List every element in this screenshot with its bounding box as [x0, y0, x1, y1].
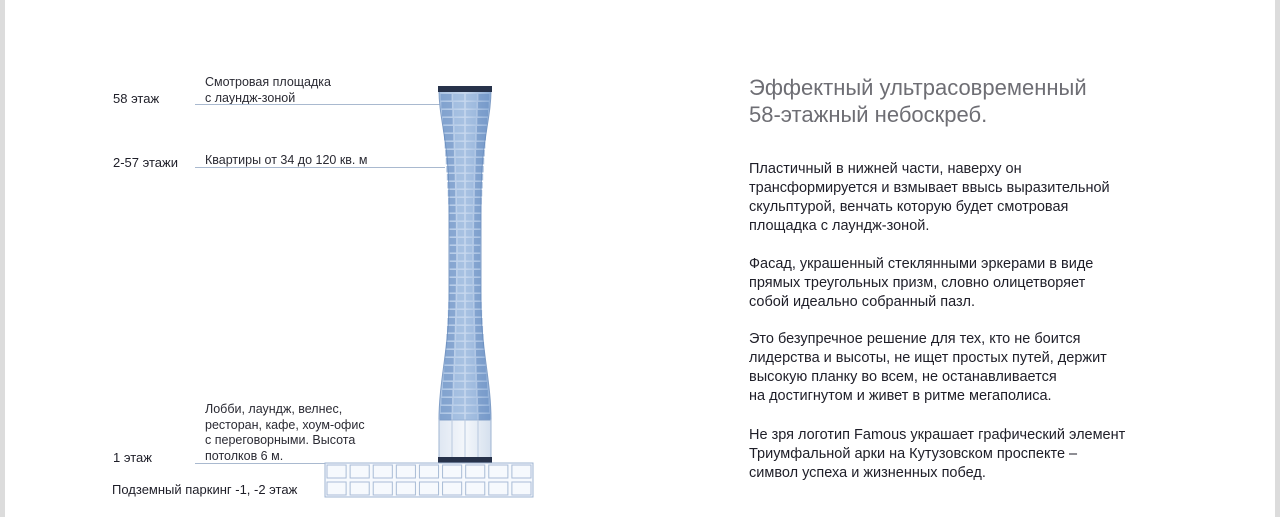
- tower-window: [466, 390, 476, 396]
- paragraph-line: на достигнутом и живет в ритме мегаполиса.: [749, 388, 1052, 404]
- tower-window: [466, 366, 475, 372]
- tower-window: [454, 398, 465, 404]
- tower-window: [456, 334, 464, 340]
- tower-window: [466, 142, 475, 148]
- tower-window: [466, 222, 473, 228]
- paragraph-line: площадка с лаундж-зоной.: [749, 218, 930, 234]
- tower-window: [445, 142, 454, 148]
- headline-line: 58-этажный небоскреб.: [749, 102, 988, 127]
- tower-window: [475, 326, 483, 332]
- tower-window: [446, 342, 454, 348]
- tower-window: [466, 150, 475, 156]
- tower-window: [449, 278, 456, 284]
- floor-label-parking: Подземный паркинг -1, -2 этаж: [112, 482, 298, 497]
- tower-window: [477, 134, 486, 140]
- tower-window: [478, 94, 489, 100]
- tower-window: [441, 94, 452, 100]
- tower-window: [478, 390, 488, 396]
- parking-outline: [325, 463, 533, 497]
- tower-window: [466, 214, 473, 220]
- tower-window: [448, 310, 455, 316]
- tower-window: [455, 142, 464, 148]
- tower-window: [457, 302, 464, 308]
- tower-window: [446, 166, 454, 172]
- tower-window: [454, 110, 464, 116]
- tower-window: [457, 190, 464, 196]
- desc-line: с переговорными. Высота: [205, 433, 356, 447]
- tower-window: [457, 318, 465, 324]
- tower-window: [466, 126, 476, 132]
- tower-window: [453, 406, 464, 412]
- tower-window: [466, 94, 477, 100]
- tower-window: [466, 414, 477, 420]
- tower-window: [466, 318, 474, 324]
- tower-window: [457, 286, 464, 292]
- tower-window: [440, 414, 451, 420]
- tower-window: [466, 302, 473, 308]
- tower-window: [466, 382, 476, 388]
- desc-line: Смотровая площадка: [205, 75, 332, 89]
- tower-window: [466, 110, 476, 116]
- tower-window: [445, 350, 454, 356]
- tower-window: [466, 254, 472, 260]
- tower-window: [474, 270, 481, 276]
- tower-window: [466, 406, 477, 412]
- paragraph-line: собой идеально собранный пазл.: [749, 294, 975, 310]
- tower-window: [449, 294, 456, 300]
- tower-window: [444, 374, 454, 380]
- paragraph-line: скульптурой, венчать которую будет смотровая: [749, 199, 1069, 215]
- tower-window: [478, 398, 489, 404]
- paragraph-1: [749, 160, 1110, 236]
- tower-window: [477, 366, 486, 372]
- tower-window: [478, 406, 489, 412]
- tower-window: [474, 214, 481, 220]
- tower-window: [466, 358, 475, 364]
- floor-label-2-57: 2-57 этажи: [113, 155, 178, 170]
- paragraph-line: Пластичный в нижней части, наверху он: [749, 161, 1022, 177]
- tower-window: [454, 118, 464, 124]
- tower-window: [466, 102, 477, 108]
- tower-window: [466, 286, 473, 292]
- tower-window: [466, 118, 476, 124]
- tower-window: [449, 230, 456, 236]
- tower-window: [466, 134, 475, 140]
- tower-window: [441, 398, 452, 404]
- tower-window: [474, 294, 481, 300]
- tower-window: [457, 310, 464, 316]
- tower-window: [476, 150, 485, 156]
- paragraph-line: Не зря логотип Famous украшает графический элемент: [749, 427, 1126, 443]
- tower-window: [453, 414, 464, 420]
- tower-window: [475, 334, 483, 340]
- desc-line: ресторан, кафе, хоум-офис: [205, 417, 365, 432]
- tower-window: [466, 230, 473, 236]
- tower-window: [457, 222, 464, 228]
- tower-window: [476, 142, 485, 148]
- tower-window: [458, 254, 464, 260]
- tower-window: [466, 238, 472, 244]
- tower-window: [458, 238, 464, 244]
- tower-crown: [438, 86, 492, 92]
- tower-window: [475, 302, 482, 308]
- tower-window: [474, 254, 480, 260]
- tower-window: [456, 150, 465, 156]
- tower-window: [474, 206, 481, 212]
- tower-window: [448, 302, 455, 308]
- tower-window: [476, 350, 485, 356]
- tower-window: [456, 158, 464, 164]
- tower-window: [455, 134, 464, 140]
- tower-window: [474, 246, 480, 252]
- tower-window: [458, 270, 465, 276]
- headline-line: Эффектный ультрасовременный: [749, 75, 1087, 100]
- paragraph-3: [749, 330, 1107, 406]
- headline: [749, 74, 1087, 128]
- paragraph-line: трансформируется и взмывает ввысь выразительной: [749, 180, 1110, 196]
- desc-line: с лаундж-зоной: [205, 90, 296, 105]
- paragraph-line: лидерства и высоты, не ищет простых путей, держит: [749, 350, 1107, 366]
- tower-window: [449, 222, 456, 228]
- paragraph-line: Триумфальной арки на Кутузовском проспекте –: [749, 446, 1078, 462]
- tower-window: [445, 358, 454, 364]
- tower-window: [457, 206, 464, 212]
- tower-window: [444, 366, 453, 372]
- tower-window: [466, 174, 474, 180]
- tower-window: [477, 118, 487, 124]
- tower-window: [441, 406, 452, 412]
- tower-window: [477, 382, 487, 388]
- paragraph-2: [749, 255, 1093, 312]
- tower-window: [448, 198, 455, 204]
- tower-window: [466, 342, 474, 348]
- tower-window: [456, 166, 464, 172]
- tower-window: [446, 334, 454, 340]
- tower-window: [456, 174, 464, 180]
- tower-window: [445, 150, 454, 156]
- tower-window: [466, 350, 475, 356]
- tower-window: [453, 94, 464, 100]
- tower-window: [476, 158, 484, 164]
- tower-window: [466, 374, 476, 380]
- tower-window: [474, 238, 480, 244]
- tower-window: [458, 278, 465, 284]
- tower-window: [457, 294, 464, 300]
- tower-base-slab: [438, 457, 492, 463]
- tower-window: [477, 126, 487, 132]
- tower-window: [454, 390, 464, 396]
- tower-window: [477, 374, 487, 380]
- floor-label-1: 1 этаж: [113, 450, 152, 465]
- tower-window: [447, 174, 455, 180]
- tower-window: [476, 342, 484, 348]
- tower-window: [449, 286, 456, 292]
- tower-window: [458, 262, 464, 268]
- tower-window: [466, 246, 472, 252]
- tower-window: [475, 318, 483, 324]
- tower-window: [446, 158, 454, 164]
- tower-window: [475, 182, 483, 188]
- tower-window: [475, 190, 482, 196]
- tower-window: [478, 110, 488, 116]
- tower-window: [456, 342, 464, 348]
- tower-window: [454, 102, 465, 108]
- tower-window: [457, 198, 464, 204]
- tower-window: [466, 294, 473, 300]
- tower-window: [466, 270, 473, 276]
- tower-window: [475, 174, 483, 180]
- tower-window: [441, 102, 452, 108]
- tower-window: [474, 230, 481, 236]
- tower-window: [466, 278, 473, 284]
- tower-window: [450, 238, 456, 244]
- tower-window: [466, 398, 477, 404]
- tower-window: [455, 126, 465, 132]
- tower-window: [447, 326, 455, 332]
- desc-line: потолков 6 м.: [205, 448, 284, 463]
- tower-window: [450, 254, 456, 260]
- tower-window: [474, 286, 481, 292]
- tower-window: [476, 166, 484, 172]
- tower-window: [458, 246, 464, 252]
- tower-window: [478, 102, 489, 108]
- tower-window: [466, 166, 474, 172]
- tower-window: [476, 358, 485, 364]
- tower-window: [455, 374, 465, 380]
- tower-window: [442, 110, 452, 116]
- tower-window: [447, 182, 455, 188]
- tower-window: [454, 382, 464, 388]
- tower-window: [474, 278, 481, 284]
- tower-window: [466, 326, 474, 332]
- tower-window: [443, 382, 453, 388]
- tower-window: [450, 246, 456, 252]
- tower-window: [448, 190, 455, 196]
- tower-window: [474, 222, 481, 228]
- tower-window: [449, 214, 456, 220]
- tower-window: [475, 198, 482, 204]
- floor-label-58: 58 этаж: [113, 91, 160, 106]
- paragraph-line: высокую планку во всем, не останавливается: [749, 369, 1057, 385]
- tower-window: [443, 126, 453, 132]
- tower-illustration: [305, 80, 545, 500]
- tower-window: [475, 310, 482, 316]
- tower-window: [456, 326, 464, 332]
- tower-window: [466, 206, 473, 212]
- tower-window: [447, 318, 455, 324]
- tower-window: [458, 230, 465, 236]
- tower-window: [449, 270, 456, 276]
- tower-window: [443, 118, 453, 124]
- paragraph-line: прямых треугольных призм, словно олицетворяет: [749, 275, 1086, 291]
- tower-window: [466, 262, 472, 268]
- tower-window: [449, 206, 456, 212]
- parking-grid: [325, 463, 533, 497]
- tower-window: [466, 310, 473, 316]
- paragraph-line: Это безупречное решение для тех, кто не боится: [749, 331, 1081, 347]
- tower-window: [466, 190, 473, 196]
- tower-window: [466, 198, 473, 204]
- paragraph-line: символ успеха и жизненных побед.: [749, 465, 986, 481]
- tower-window: [442, 390, 452, 396]
- tower-window: [455, 366, 464, 372]
- tower-window: [455, 358, 464, 364]
- tower-window: [444, 134, 453, 140]
- tower-window: [466, 334, 474, 340]
- tower-window: [466, 158, 474, 164]
- tower-window: [457, 214, 464, 220]
- tower-window: [479, 414, 490, 420]
- paragraph-4: [749, 426, 1125, 483]
- tower-window: [450, 262, 456, 268]
- tower-window: [474, 262, 480, 268]
- tower-window: [466, 182, 474, 188]
- desc-line: Лобби, лаундж, велнес,: [205, 402, 343, 416]
- tower-window: [457, 182, 465, 188]
- paragraph-line: Фасад, украшенный стеклянными эркерами в виде: [749, 256, 1094, 272]
- desc-line: Квартиры от 34 до 120 кв. м: [205, 153, 368, 167]
- tower-window: [456, 350, 465, 356]
